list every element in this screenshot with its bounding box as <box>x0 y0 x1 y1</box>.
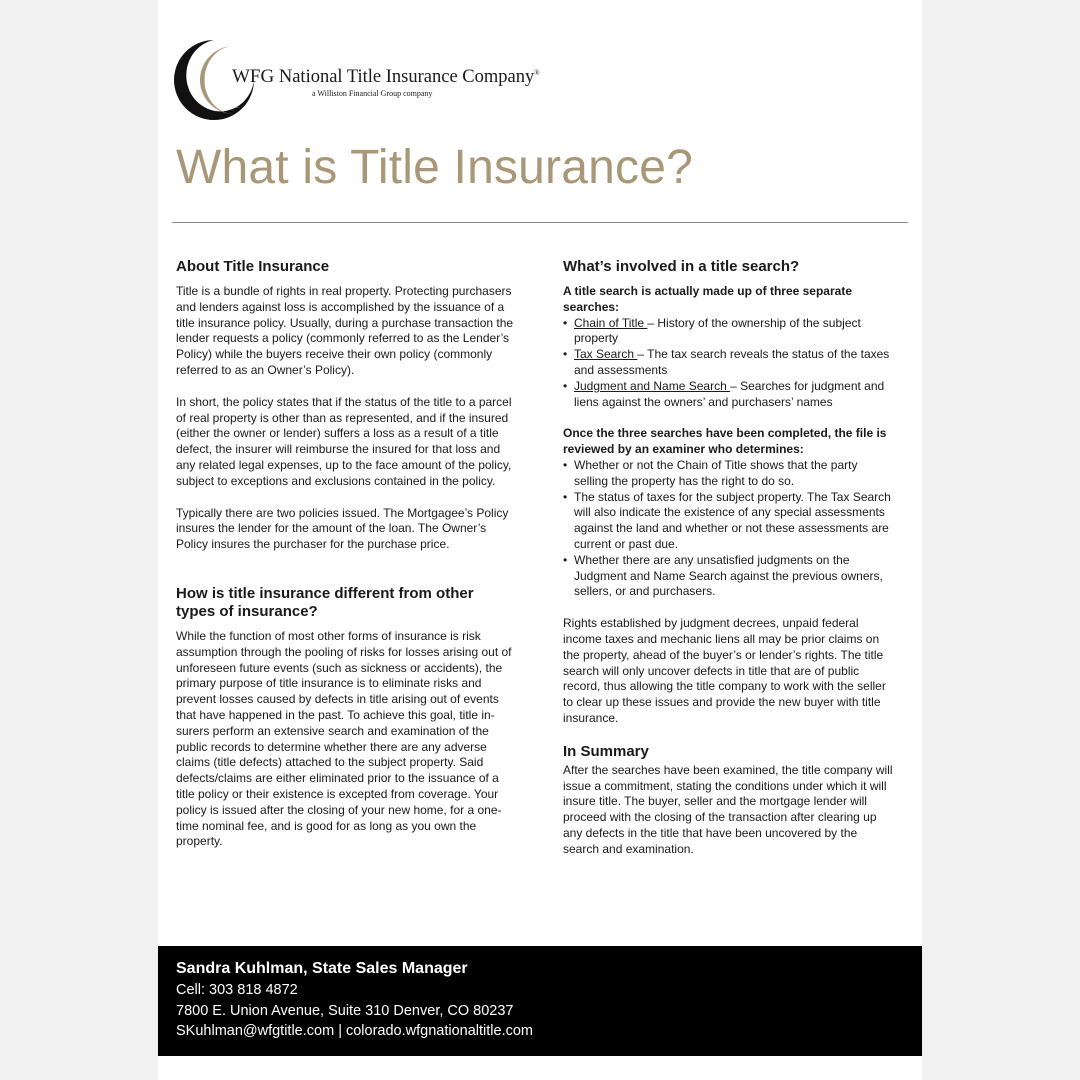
search-term: Judgment and Name Search <box>574 378 731 393</box>
search-desc: – Searches for judgment and liens against the owners’ and purchasers’ names <box>574 378 885 409</box>
review-intro: Once the three searches have been completed, the file is reviewed by an examiner who determines: <box>563 426 887 457</box>
company-name <box>232 67 540 87</box>
about-paragraph-1: Title is a bundle of rights in real property. Protecting purchasers and lenders against loss is accomplished by the issuance of a title insurance policy. Usually, during a purchase transaction the lender requests a policy (commonly referred to as the Lender’s Policy) while the buyers receive their own policy (commonly referred to as an Owner’s Policy). <box>176 284 514 377</box>
contact-cell: Cell: 303 818 4872 <box>176 982 298 998</box>
list-item <box>563 316 893 348</box>
page-title: What is Title Insurance? <box>176 141 694 194</box>
search-desc: – History of the ownership of the subject property <box>574 315 861 346</box>
summary-paragraph: After the searches have been examined, the title company will issue a commitment, stating the conditions under which it will insure title. The buyer, seller and the mortgage lender will proceed with the closing of the transaction after clearing up any defects in the title that have been uncovered by the search and examination. <box>563 762 893 856</box>
left-column <box>176 258 516 850</box>
right-column <box>563 258 893 858</box>
company-subtitle: a Williston Financial Group company <box>312 89 433 98</box>
search-term: Chain of Title <box>574 315 648 330</box>
rights-paragraph: Rights established by judgment decrees, unpaid federal income taxes and mechanic liens all may be prior claims on the property, ahead of the buyer’s or lender’s rights. The title search will only uncover defects in title that are of public record, thus allowing the title company to work with the seller to clear up these issues and provide the new buyer with title insurance. <box>563 616 886 725</box>
company-logo <box>172 38 540 123</box>
about-heading: About Title Insurance <box>176 258 330 275</box>
logo-wfg: WFG <box>232 66 275 87</box>
about-paragraph-3: Typically there are two policies issued. The Mortgagee’s Policy insures the lender for the amount of the loan. The Owner’s Policy insures the purchaser for the purchase price. <box>176 505 509 552</box>
search-list <box>563 316 893 411</box>
title-divider <box>172 222 908 223</box>
list-item <box>563 347 893 379</box>
search-intro: A title search is actually made up of three separate searches: <box>563 284 852 314</box>
contact-email-web[interactable]: SKuhlman@wfgtitle.com | colorado.wfgnationaltitle.com <box>176 1023 533 1039</box>
different-heading: How is title insurance different from other types of insurance? <box>176 584 474 620</box>
search-term: Tax Search <box>574 347 638 362</box>
contact-name: Sandra Kuhlman, State Sales Manager <box>176 960 468 977</box>
review-list <box>563 458 893 600</box>
contact-address: 7800 E. Union Avenue, Suite 310 Denver, CO 80237 <box>176 1003 514 1019</box>
list-item: • Whether or not the Chain of Title shows that the party selling the property has the right to do so. <box>563 458 893 490</box>
logo-registered: ® <box>534 68 540 77</box>
summary-heading: In Summary <box>563 742 649 760</box>
list-item <box>563 379 893 411</box>
about-paragraph-2: In short, the policy states that if the status of the title to a parcel of real property is other than as represented, and if the insured (either the owner or lender) suffers a loss as a result of a title defect, the insurer will reimburse the insured for that loss and any related legal expenses, up to the face amount of the policy, subject to exceptions and exclusions contained in the policy. <box>176 394 512 488</box>
list-item: • Whether there are any unsatisfied judgments on the Judgment and Name Search against the previous owners, sellers, or and purchasers. <box>563 553 893 600</box>
list-item: • The status of taxes for the subject property. The Tax Search will also indicate the existence of any special assessments against the land and whether or not these assessments are current or past due. <box>563 490 893 553</box>
flyer-page <box>158 0 922 1080</box>
logo-company: National Title Insurance Company <box>278 67 535 87</box>
search-heading: What’s involved in a title search? <box>563 258 800 275</box>
different-paragraph: While the function of most other forms of insurance is risk assumption through the pooling of risks for losses arising out of unforeseen future events (such as sickness or accidents), the primary purpose of title insurance is to eliminate risks and prevent losses caused by defects in title arising out of events that have happened in the past. To achieve this goal, title in-surers perform an extensive search and examination of the public records to determine whether there are any adverse claims (title defects) attached to the subject property. Said defects/claims are either eliminated prior to the issuance of a title policy or their existence is excepted from coverage. Your policy is issued after the closing of your new home, for a one-time nominal fee, and is good for as long as you own the property. <box>176 628 512 849</box>
search-desc: – The tax search reveals the status of the taxes and assessments <box>574 347 890 377</box>
contact-footer <box>158 946 922 1056</box>
